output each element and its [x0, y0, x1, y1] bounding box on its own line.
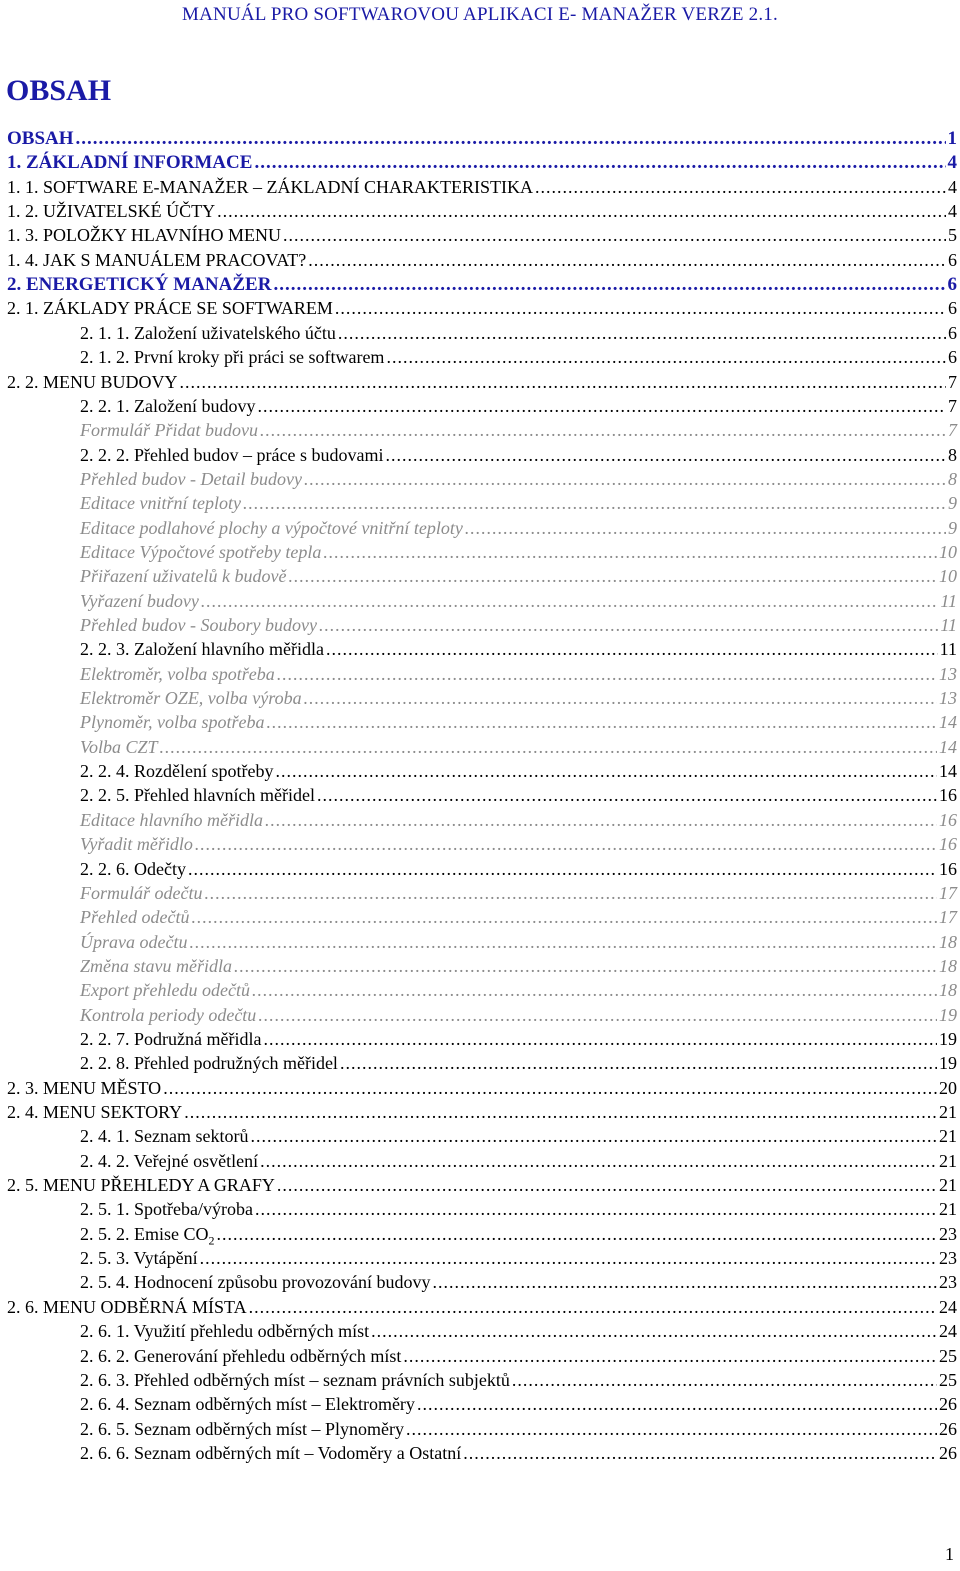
toc-entry-title: 2. 2. 3. Založení hlavního měřidla: [80, 639, 324, 660]
toc-entry-title: Formulář odečtu: [80, 882, 203, 903]
toc-entry[interactable]: [0, 1053, 957, 1077]
toc-entry-page: 16: [939, 858, 957, 879]
dot-leader: [406, 1419, 937, 1440]
toc-entry[interactable]: [0, 859, 957, 883]
toc-entry-page: 11: [940, 590, 957, 611]
toc-entry[interactable]: [0, 737, 957, 761]
toc-entry-page: 18: [939, 980, 957, 1001]
dot-leader: [386, 347, 946, 368]
toc-entry[interactable]: [0, 688, 957, 712]
toc-entry-title: 2. 2. 7. Podružná měřidla: [80, 1028, 262, 1049]
dot-leader: [371, 1321, 937, 1342]
dot-leader: [304, 688, 937, 709]
toc-entry-title: 2. 6. 6. Seznam odběrných mít – Vodoměry a Ostatní: [80, 1442, 462, 1463]
toc-entry-page: 21: [939, 1175, 957, 1196]
toc-entry[interactable]: [0, 1443, 957, 1467]
toc-entry-title: Elektroměr, volba spotřeba: [80, 663, 275, 684]
toc-entry[interactable]: [0, 347, 957, 371]
toc-entry-title: 2. 5. 3. Vytápění: [80, 1248, 198, 1269]
toc-entry-page: 11: [940, 615, 957, 635]
toc-entry[interactable]: [0, 1078, 957, 1102]
toc-entry[interactable]: [0, 1005, 957, 1029]
toc-entry-page: 20: [939, 1077, 957, 1098]
dot-leader: [217, 1224, 938, 1245]
toc-entry[interactable]: [0, 250, 957, 274]
toc-entry[interactable]: [0, 1370, 957, 1394]
toc-entry[interactable]: [0, 615, 957, 639]
dot-leader: [191, 907, 937, 928]
dot-leader: [252, 980, 937, 1001]
toc-entry-page: 26: [939, 1394, 957, 1415]
toc-entry[interactable]: [0, 396, 957, 420]
toc-entry-title: 2. 4. 2. Veřejné osvětlení: [80, 1150, 259, 1171]
toc-entry-page: 16: [939, 809, 957, 830]
dot-leader: [250, 1126, 937, 1147]
dot-leader: [260, 420, 946, 441]
toc-entry-title: 1. 2. UŽIVATELSKÉ ÚČTY: [7, 201, 216, 222]
dot-leader: [160, 737, 937, 758]
toc-entry[interactable]: [0, 1419, 957, 1443]
dot-leader: [257, 396, 946, 417]
toc-entry-title: 2. 5. 1. Spotřeba/výroba: [80, 1199, 253, 1220]
dot-leader: [335, 298, 946, 319]
toc-entry-title: 2. 6. 3. Přehled odběrných míst – seznam právních subjektů: [80, 1369, 510, 1390]
toc-entry-page: 24: [939, 1321, 957, 1342]
toc-entry-page: 14: [939, 712, 957, 733]
dot-leader: [275, 761, 937, 782]
toc-entry-title: 2. 2. MENU BUDOVY: [7, 371, 178, 392]
toc-entry-title: 2. 6. 2. Generování přehledu odběrných míst: [80, 1345, 402, 1366]
dot-leader: [463, 1443, 937, 1464]
dot-leader: [308, 250, 946, 271]
toc-entry-title: 2. ENERGETICKÝ MANAŽER: [7, 274, 272, 296]
dot-leader: [265, 810, 937, 831]
toc-entry[interactable]: [0, 761, 957, 785]
page-title: OBSAH: [6, 74, 112, 107]
dot-leader: [180, 372, 947, 393]
toc-entry[interactable]: [0, 1224, 957, 1248]
toc-entry-page: 6: [948, 347, 957, 368]
toc-entry-page: 7: [948, 371, 957, 392]
toc-entry[interactable]: [0, 445, 957, 469]
toc-entry-page: 9: [948, 493, 957, 514]
toc-entry-page: 13: [939, 688, 957, 709]
toc-entry-title: 2. 2. 6. Odečty: [80, 858, 186, 879]
toc-entry-title: Editace Výpočtové spotřeby tepla: [80, 541, 322, 562]
toc-entry[interactable]: [0, 1151, 957, 1175]
dot-leader: [163, 1078, 937, 1099]
toc-entry-title: 2. 4. 1. Seznam sektorů: [80, 1126, 249, 1147]
dot-leader: [204, 883, 937, 904]
toc-entry-title: 2. 2. 8. Přehled podružných měřidel: [80, 1053, 338, 1074]
toc-entry-title: 2. 5. MENU PŘEHLEDY A GRAFY: [7, 1175, 275, 1196]
toc-entry-page: 19: [939, 1053, 957, 1074]
toc-entry-page: 8: [948, 468, 957, 489]
toc-entry-title: 2. 1. ZÁKLADY PRÁCE SE SOFTWAREM: [7, 298, 333, 319]
toc-entry[interactable]: [0, 1175, 957, 1199]
toc-entry-page: 6: [947, 274, 957, 296]
toc-entry-title: Přehled odečtů: [80, 907, 190, 928]
toc-entry-title: Plynoměr, volba spotřeba: [80, 712, 265, 733]
dot-leader: [273, 274, 945, 296]
toc-entry[interactable]: [0, 1029, 957, 1053]
toc-entry-page: 21: [939, 1102, 957, 1122]
toc-entry-page: 7: [948, 395, 957, 416]
toc-entry[interactable]: [0, 128, 957, 152]
dot-leader: [195, 834, 937, 855]
dot-leader: [277, 1175, 937, 1196]
toc-entry-page: 10: [939, 566, 957, 587]
toc-entry-page: 4: [947, 152, 957, 174]
toc-entry-title: 2. 2. 2. Přehled budov – práce s budovami: [80, 444, 384, 465]
dot-leader: [304, 469, 946, 490]
toc-entry-page: 23: [939, 1248, 957, 1269]
dot-leader: [417, 1394, 937, 1415]
toc-entry-page: 4: [948, 201, 957, 222]
dot-leader: [512, 1370, 937, 1391]
running-header: MANUÁL PRO SOFTWAROVOU APLIKACI E- MANAŽER VERZE 2.1.: [182, 4, 778, 25]
toc-entry[interactable]: [0, 1199, 957, 1223]
toc-entry[interactable]: [0, 980, 957, 1004]
toc-entry-page: 23: [939, 1272, 957, 1293]
toc-entry-page: 19: [939, 1004, 957, 1025]
toc-entry-title: Kontrola periody odečtu: [80, 1004, 257, 1025]
toc-entry-title: Editace podlahové plochy a výpočtové vnitřní teploty: [80, 517, 463, 538]
dot-leader: [323, 542, 937, 563]
toc-entry-page: 4: [948, 176, 957, 197]
toc-entry[interactable]: [0, 493, 957, 517]
toc-entry-page: 21: [939, 1150, 957, 1171]
toc-entry-page: 5: [948, 225, 957, 246]
toc-entry[interactable]: [0, 1248, 957, 1272]
toc-entry[interactable]: [0, 1102, 957, 1126]
toc-entry-title: Volba CZT: [80, 736, 158, 757]
toc-entry[interactable]: [0, 639, 957, 663]
toc-entry-title: 2. 1. 2. První kroky při práci se softwarem: [80, 347, 385, 368]
toc-entry[interactable]: [0, 323, 957, 347]
toc-entry[interactable]: [0, 810, 957, 834]
toc-entry[interactable]: [0, 420, 957, 444]
toc-entry-page: 21: [939, 1126, 957, 1147]
dot-leader: [76, 128, 946, 150]
toc-entry[interactable]: [0, 591, 957, 615]
dot-leader: [319, 615, 938, 636]
dot-leader: [403, 1346, 937, 1367]
toc-entry[interactable]: [0, 883, 957, 907]
dot-leader: [260, 1151, 937, 1172]
dot-leader: [277, 664, 937, 685]
toc-entry-page: 11: [939, 639, 957, 660]
toc-entry-title: Export přehledu odečtů: [80, 980, 250, 1001]
toc-entry-title: 2. 6. 4. Seznam odběrných míst – Elektroměry: [80, 1394, 415, 1415]
toc-entry-title: Formulář Přidat budovu: [80, 420, 258, 441]
toc-entry-title: Vyřazení budovy: [80, 590, 199, 611]
dot-leader: [283, 225, 946, 246]
toc-entry-title: 2. 6. MENU ODBĚRNÁ MÍSTA: [7, 1296, 247, 1317]
dot-leader: [432, 1272, 937, 1293]
toc-entry[interactable]: [0, 664, 957, 688]
dot-leader: [338, 323, 946, 344]
dot-leader: [263, 1029, 937, 1050]
toc-entry[interactable]: [0, 932, 957, 956]
dot-leader: [234, 956, 937, 977]
toc-entry-title: 2. 1. 1. Založení uživatelského účtu: [80, 322, 336, 343]
dot-leader: [189, 932, 937, 953]
toc-entry[interactable]: [0, 542, 957, 566]
toc-entry[interactable]: [0, 956, 957, 980]
dot-leader: [465, 518, 946, 539]
dot-leader: [184, 1102, 937, 1123]
toc-entry-title: 2. 6. 5. Seznam odběrných míst – Plynoměry: [80, 1418, 404, 1439]
toc-entry-title: OBSAH: [7, 128, 74, 149]
toc-entry-subscript: 2: [208, 1233, 215, 1248]
toc-entry[interactable]: [0, 372, 957, 396]
toc-entry-title: 2. 5. 4. Hodnocení způsobu provozování budovy: [80, 1272, 431, 1293]
dot-leader: [535, 177, 946, 198]
toc-entry-page: 16: [939, 785, 957, 806]
toc-entry-page: 17: [939, 907, 957, 928]
toc-entry-title: Editace hlavního měřidla: [80, 809, 263, 830]
dot-leader: [258, 1005, 937, 1026]
dot-leader: [266, 712, 937, 733]
toc-entry[interactable]: [0, 1321, 957, 1345]
toc-entry-title: 1. 1. SOFTWARE E-MANAŽER – ZÁKLADNÍ CHARAKTERISTIKA: [7, 176, 533, 197]
toc-entry-title: Přehled budov - Detail budovy: [80, 468, 302, 489]
toc-entry-title: 2. 5. 2. Emise $CO_2$: [80, 1223, 215, 1248]
dot-leader: [188, 859, 937, 880]
toc-entry[interactable]: [0, 1272, 957, 1296]
toc-entry-title: 1. 4. JAK S MANUÁLEM PRACOVAT?: [7, 249, 307, 270]
toc-entry-page: 18: [939, 931, 957, 952]
toc-entry-title: Vyřadit měřidlo: [80, 834, 193, 855]
toc-entry[interactable]: [0, 1126, 957, 1150]
toc-entry[interactable]: [0, 152, 957, 176]
toc-entry-title: 1. ZÁKLADNÍ INFORMACE: [7, 152, 253, 174]
toc-entry-title: 2. 3. MENU MĚSTO: [7, 1077, 162, 1098]
toc-entry[interactable]: [0, 566, 957, 590]
toc-entry[interactable]: [0, 274, 957, 298]
toc-entry[interactable]: [0, 298, 957, 322]
toc-entry-page: 18: [939, 955, 957, 976]
toc-entry-title: Přehled budov - Soubory budovy: [80, 615, 317, 635]
toc-entry-page: 21: [939, 1199, 957, 1220]
dot-leader: [249, 1297, 937, 1318]
dot-leader: [201, 591, 939, 612]
toc-entry-page: 25: [939, 1345, 957, 1366]
toc-entry[interactable]: [0, 1394, 957, 1418]
toc-entry-title: Editace vnitřní teploty: [80, 493, 241, 514]
dot-leader: [326, 639, 938, 660]
toc-entry-title: Úprava odečtu: [80, 931, 188, 952]
dot-leader: [243, 493, 946, 514]
toc-entry[interactable]: [0, 834, 957, 858]
toc-entry[interactable]: [0, 518, 957, 542]
toc-entry[interactable]: [0, 785, 957, 809]
toc-entry-title: Přiřazení uživatelů k budově: [80, 566, 287, 587]
toc-entry-title: Elektroměr OZE, volba výroba: [80, 688, 302, 709]
toc-entry[interactable]: [0, 1297, 957, 1321]
toc-entry-title: 2. 6. 1. Využití přehledu odběrných míst: [80, 1321, 370, 1342]
toc-entry-page: 1: [947, 128, 957, 149]
dot-leader: [385, 445, 946, 466]
toc-entry-page: 14: [939, 761, 957, 782]
toc-entry[interactable]: [0, 469, 957, 493]
dot-leader: [288, 566, 937, 587]
dot-leader: [340, 1053, 937, 1074]
toc-entry[interactable]: [0, 712, 957, 736]
toc-entry-page: 26: [939, 1442, 957, 1463]
dot-leader: [217, 201, 946, 222]
dot-leader: [255, 1199, 937, 1220]
toc-entry[interactable]: [0, 177, 957, 201]
toc-entry-page: 24: [939, 1296, 957, 1317]
toc-entry-page: 25: [939, 1369, 957, 1390]
toc-entry-page: 10: [939, 541, 957, 562]
toc-entry[interactable]: [0, 225, 957, 249]
toc-entry-page: 8: [948, 444, 957, 465]
dot-leader: [317, 785, 937, 806]
toc-entry-title: Změna stavu měřidla: [80, 955, 232, 976]
toc-entry-page: 6: [948, 322, 957, 343]
dot-leader: [200, 1248, 937, 1269]
toc-entry-page: 23: [939, 1223, 957, 1244]
toc-entry-title: 2. 2. 5. Přehled hlavních měřidel: [80, 785, 315, 806]
toc-entry-page: 19: [939, 1028, 957, 1049]
toc-entry-page: 13: [939, 663, 957, 684]
toc-entry-page: 7: [948, 420, 957, 441]
toc-entry-page: 6: [948, 298, 957, 319]
toc-entry-page: 26: [939, 1418, 957, 1439]
toc-entry[interactable]: [0, 907, 957, 931]
dot-leader: [254, 152, 945, 174]
toc-entry-page: 14: [939, 736, 957, 757]
page-number: 1: [945, 1544, 954, 1564]
toc-entry-page: 6: [948, 249, 957, 270]
toc-entry-title: 2. 2. 4. Rozdělení spotřeby: [80, 761, 274, 782]
toc-entry-title: 2. 2. 1. Založení budovy: [80, 395, 256, 416]
toc-entry-page: 17: [939, 882, 957, 903]
toc-entry[interactable]: [0, 1346, 957, 1370]
toc-entry-page: 9: [948, 517, 957, 538]
toc-entry-title: 1. 3. POLOŽKY HLAVNÍHO MENU: [7, 225, 281, 246]
toc-entry-title: 2. 4. MENU SEKTORY: [7, 1102, 183, 1122]
toc-entry-page: 16: [939, 834, 957, 855]
toc-entry[interactable]: [0, 201, 957, 225]
